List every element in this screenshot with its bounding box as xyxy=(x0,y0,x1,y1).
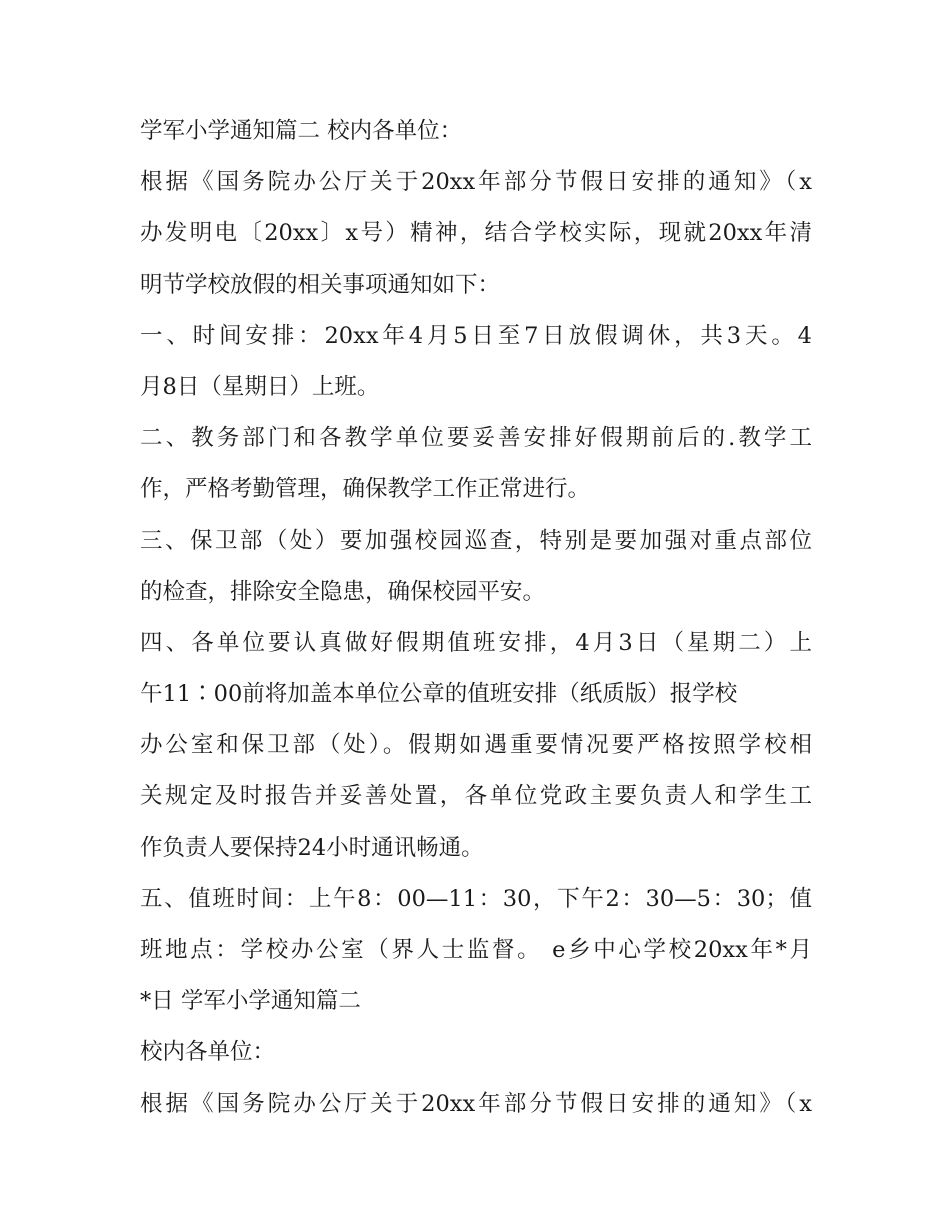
text-line: 作负责人要保持24小时通讯畅通。 xyxy=(140,834,484,861)
text-line: 校内各单位： xyxy=(140,1039,276,1066)
text-line: 午11∶00前将加盖本单位公章的值班安排（纸质版）报学校 xyxy=(140,681,738,708)
text-line: 月8日（星期日）上班。 xyxy=(140,373,380,400)
text-line: 作，严格考勤管理，确保教学工作正常进行。 xyxy=(140,476,591,503)
text-line-title: 学军小学通知篇二 校内各单位： xyxy=(140,118,463,144)
text-line: 二、教务部门和各教学单位要妥善安排好假期前后的.教学工 xyxy=(140,425,812,452)
text-line: 根据《国务院办公厅关于20xx年部分节假日安排的通知》（x xyxy=(140,1090,812,1117)
text-line: 五、值班时间：上午8：00—11：30，下午2：30—5：30；值 xyxy=(140,885,812,912)
text-line: 的检查，排除安全隐患，确保校园平安。 xyxy=(140,578,546,605)
text-line: 明节学校放假的相关事项通知如下： xyxy=(140,271,501,298)
text-line: 根据《国务院办公厅关于20xx年部分节假日安排的通知》（x xyxy=(140,169,812,196)
text-line: 关规定及时报告并妥善处置，各单位党政主要负责人和学生工 xyxy=(140,783,812,810)
text-line: 班地点：学校办公室（界人士监督。 e乡中心学校20xx年*月 xyxy=(140,937,812,963)
text-line: *日 学军小学通知篇二 xyxy=(140,988,361,1015)
text-line: 一、时间安排：20xx年4月5日至7日放假调休，共3天。4 xyxy=(140,322,812,349)
text-line: 三、保卫部（处）要加强校园巡查，特别是要加强对重点部位 xyxy=(140,527,812,554)
text-line: 办发明电〔20xx〕x号）精神，结合学校实际，现就20xx年清 xyxy=(140,220,812,247)
text-line: 办公室和保卫部（处）。假期如遇重要情况要严格按照学校相 xyxy=(140,732,812,759)
document-body xyxy=(140,106,812,1130)
text-line: 四、各单位要认真做好假期值班安排，4月3日（星期二）上 xyxy=(140,629,812,656)
